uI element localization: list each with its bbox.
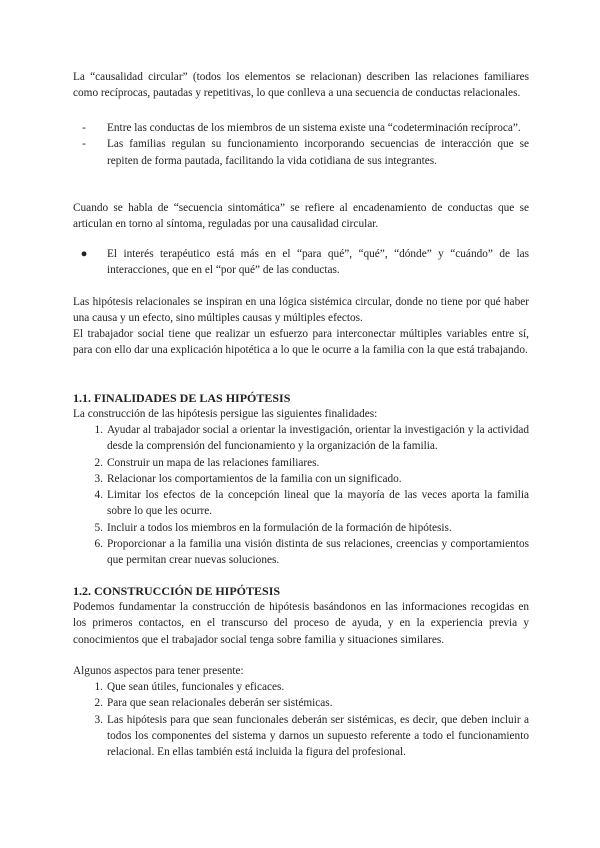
list-item-text: Relacionar los comportamientos de la familia con un significado. (107, 472, 402, 485)
list-marker: 2. (94, 456, 103, 469)
list-marker: 5. (94, 521, 103, 534)
paragraph-trabajador-social: El trabajador social tiene que realizar un esfuerzo para interconectar múltiples variables entre sí, para con ello dar una explicación hipotética a lo que le ocurre a la familia con la que está trabajando. (73, 328, 529, 357)
list-item (73, 471, 529, 487)
paragraph-finalidades-intro: La construcción de las hipótesis persigue las siguientes finalidades: (73, 408, 378, 420)
list-item-text: El interés terapéutico está más en el “para qué”, “qué”, “dónde” y “cuándo” de las interacciones, que en el “por qué” de las conductas. (107, 248, 529, 277)
list-item-text: Construir un mapa de las relaciones familiares. (107, 456, 320, 469)
numbered-list-aspectos (73, 679, 529, 760)
list-item-text: Entre las conductas de los miembros de un sistema existe una “codeterminación recíproca”. (107, 122, 521, 134)
list-item (73, 136, 529, 169)
list-item-text: Ayudar al trabajador social a orientar la investigación, orientar la investigación y la actividad desde la comprensión del funcionamiento y la organización de la familia. (107, 424, 529, 453)
list-item (73, 536, 529, 569)
list-marker: - (82, 138, 86, 151)
bullet-list-interes-terapeutico (73, 246, 529, 279)
list-marker: 2. (94, 697, 103, 710)
list-item (73, 246, 529, 279)
list-item (73, 487, 529, 520)
list-marker: - (82, 122, 86, 134)
list-item-text: Limitar los efectos de la concepción lineal que la mayoría de las veces aporta la familia sobre lo que les ocurre. (107, 489, 529, 518)
list-item-text: Las familias regulan su funcionamiento incorporando secuencias de interacción que se repiten de forma pautada, facilitando la vida cotidiana de sus integrantes. (107, 138, 529, 167)
dash-list-conductas (73, 120, 529, 169)
paragraph-causalidad-circular: La “causalidad circular” (todos los elementos se relacionan) describen las relaciones familiares como recíprocas, pautadas y repetitivas, lo que conlleva a una secuencia de conductas relacionales. (73, 71, 529, 100)
list-item (73, 455, 529, 471)
section-heading-construccion: 1.2. CONSTRUCCIÓN DE HIPÓTESIS (73, 584, 281, 598)
list-marker: 6. (94, 538, 103, 551)
list-item-text: Para que sean relacionales deberán ser sistémicas. (107, 697, 333, 710)
list-item-text: Que sean útiles, funcionales y eficaces. (107, 681, 285, 693)
paragraph-secuencia-sintomatica: Cuando se habla de “secuencia sintomática” se refiere al encadenamiento de conductas que se articulan en torno al síntoma, reguladas por una causalidad circular. (73, 202, 529, 231)
section-heading-finalidades: 1.1. FINALIDADES DE LAS HIPÓTESIS (73, 391, 291, 405)
list-item (73, 695, 529, 711)
list-item-text: Proporcionar a la familia una visión distinta de sus relaciones, creencias y comportamientos que permitan crear nuevas soluciones. (107, 538, 529, 567)
list-item (73, 422, 529, 455)
list-item-text: Las hipótesis para que sean funcionales deberán ser sistémicas, es decir, que deben incluir a todos los componentes del sistema y darnos un supuesto referente a todo el funcionamiento relacional. En ellas también está incluida la figura del profesional. (107, 713, 529, 759)
list-item-text: Incluir a todos los miembros en la formulación de la formación de hipótesis. (107, 521, 452, 534)
list-item (73, 520, 529, 536)
paragraph-fundamentar: Podemos fundamentar la construcción de hipótesis basándonos en las informaciones recogidas en los primeros contactos, en el transcurso del proceso de ayuda, y en la experiencia previa y conocimientos que el trabajador social tenga sobre familia y situaciones similares. (73, 601, 529, 646)
numbered-list-finalidades (73, 422, 529, 569)
paragraph-aspectos-intro: Algunos aspectos para tener presente: (73, 665, 244, 677)
list-item (73, 712, 529, 761)
list-marker: 1. (94, 424, 103, 436)
list-marker: 4. (94, 489, 103, 502)
paragraph-hipotesis-relacionales: Las hipótesis relacionales se inspiran en una lógica sistémica circular, donde no tiene por qué haber una causa y un efecto, sino múltiples causas y múltiples efectos. (73, 296, 529, 325)
list-marker: 1. (94, 681, 103, 693)
list-marker: ● (80, 248, 88, 260)
list-marker: 3. (94, 713, 103, 726)
list-item (73, 679, 529, 695)
list-marker: 3. (94, 472, 103, 485)
list-item (73, 120, 529, 136)
